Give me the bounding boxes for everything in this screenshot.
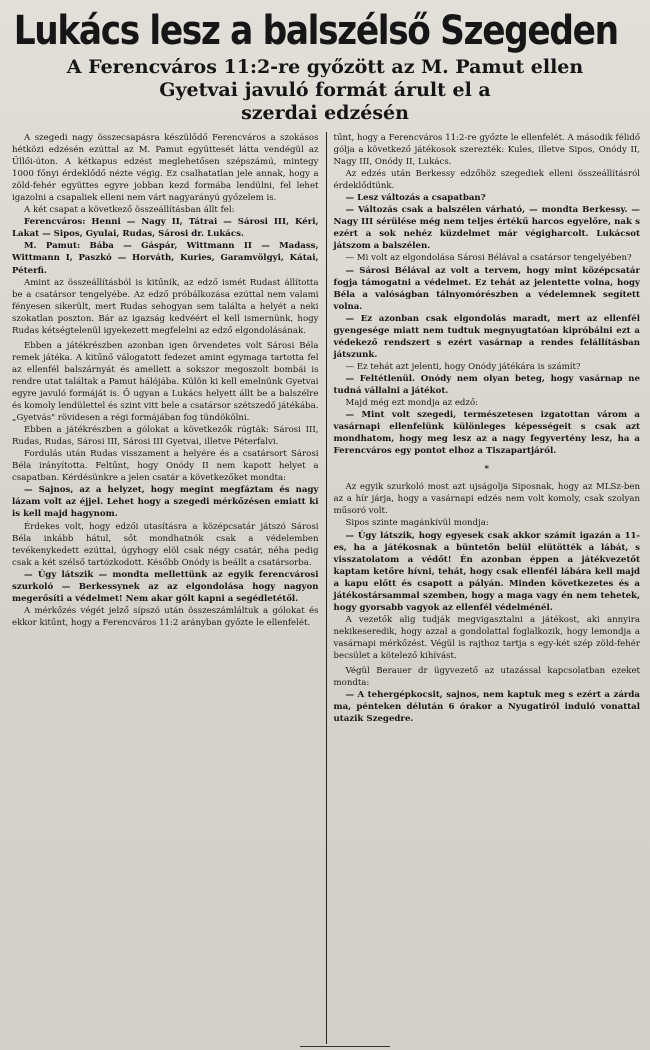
paragraph: Az egyik szurkoló most azt ujságolja Siposnak, hogy az MLSz-ben az a hír járja, hogy a vasárnapi edzés nem volt komoly, csak szolyan műsoró volt. bbox=[333, 482, 640, 517]
paragraph: — Lesz változás a csapatban? bbox=[345, 193, 486, 204]
paragraph: tűnt, hogy a Ferencváros 11:2-re győzte le ellenfelét. A második félidő gólja a következő játékosok szerezték: Kules, illetve Sipos, Onódy II, Nagy III, Onódy II, Lukács. bbox=[333, 133, 640, 168]
paragraph: Ferencváros: Henni — Nagy II, Tátrai — Sárosi III, Kéri, Lakat — Sipos, Gyulai, Rudas, Sárosi dr. Lukács. bbox=[12, 217, 319, 240]
paragraph: — Változás csak a balszélen várható, — mondta Berkessy. — Nagy III sérülése még nem teljes értékű harcos egyelőre, nak s ezért a sok nehéz küzdelmet már végigharcolt. Lukácsot játszom a balszélen. bbox=[333, 205, 640, 252]
paragraph: — Sajnos, az a helyzet, hogy megint megfáztam és nagy lázam volt az éjjel. Lehet hogy a szegedi mérkőzésen emiatt ki is kell majd hagynom. bbox=[12, 485, 319, 520]
subheadline-line: A Ferencváros 11:2-re győzött az M. Pamut ellen bbox=[66, 56, 584, 78]
paragraph: — Sárosi Bélával az volt a tervem, hogy mint középcsatár fogja támogatni a védelmet. Ez tehát az jelentette volna, hogy Béla a valóságban tálnyomórészben a védelemnek segített volna. bbox=[333, 265, 640, 312]
paragraph: A vezetők alig tudják megvigasztalni a játékost, aki annyira nekikeseredik, hogy azzal a gondolattal foglalkozik, hogy lemondja a vasárnapi mérkőzést. Végül is rajthoz tartja s egy-két szép zöld-fehér becsület a kötelező kihívást. bbox=[333, 614, 640, 661]
section-separator: * bbox=[484, 464, 489, 475]
paragraph: Ebben a játékrészben a gólokat a következők rúgták: Sárosi III, Rudas, Rudas, Sárosi III, Sárosi III Gyetvai, illetve Péterfalvi. bbox=[12, 425, 319, 448]
subheadline bbox=[12, 56, 638, 125]
article-body bbox=[12, 132, 640, 1044]
left-column bbox=[12, 132, 326, 1044]
subheadline-line: szerdai edzésén bbox=[241, 102, 409, 124]
paragraph: — Úgy látszik, hogy egyesek csak akkor számít igazán a 11-es, ha a játékosnak a büntetőn belül elütötték a lábát, s visszatolatom a védőt! Én azonban éppen a játékvezetőt kaptam ketőre hívni, tehát, hogy csak ellenfél lábára kell majd a kapu előtt és csapott a pályán. Minden következetes és a játékostársammal szemben, hogy a maga vagy én nem tehetek, hogy gyorsabb vagyok az ellenfél védelménél. bbox=[333, 530, 640, 613]
paragraph: Ebben a játékrészben azonban igen örvendetes volt Sárosi Béla remek játéka. A kitűnő válogatott fedezet amint egymaga tartotta fel az ellenfél balszárnyát és amellett a sokszor megoszolt bombái is rendre utat találtak a Pamut hálójába. Külön ki kell emelnünk Gyetvai egyre javuló formáját is. Ő ugyan a Lukács helyett állt be a balszélre és komoly lendülettel és szint vitt bele a csatársor szétszedő játékába. „Gyetvás" rövidesen a régi formájában fog tündökölni. bbox=[12, 340, 319, 424]
paragraph: Az edzés után Berkessy edzőhöz szegediek elleni összeállításról érdeklődtünk. bbox=[333, 169, 640, 192]
paragraph: Amint az összeállításból is kitűnik, az edző ismét Rudast állította be a csatársor tengelyébe. Az edző próbálkozása ezúttal nem valami fényesen sikerült, mert Rudas sehogyan sem találta a helyét a neki szokatlan poszton. Bár az igazság kedvéért el kell ismernünk, hogy Rudas kétségtelenül igyekezett megfelelni az edző elgondolásának. bbox=[12, 277, 319, 336]
paragraph: — Feltétlenül. Onódy nem olyan beteg, hogy vasárnap ne tudná vállalni a játékot. bbox=[333, 373, 640, 396]
paragraph: A két csapat a következő összeállításban állt fel: bbox=[24, 205, 235, 216]
paragraph: — Ez tehát azt jelenti, hogy Onódy játékára is számít? bbox=[345, 361, 581, 372]
paragraph: Majd még ezt mondja az edző: bbox=[345, 398, 479, 409]
paragraph: A szegedi nagy összecsapásra készülődő Ferencváros a szokásos hétközi edzésén ezúttal az M. Pamut együttesét látta vendégül az Üllői-úton. A kétkapus edzést meglehetősen szépszámú, mintegy 1000 főnyi érdeklődő nézte végig. Ez csalhatatlan jele annak, hogy a zöld-fehér együttes egyre jobban kezd formába lendülni, fel lehet igazolni a csapaliek elleni nem várt nagyarányú győzelem is. bbox=[12, 133, 319, 204]
paragraph: — Mint volt szegedi, természetesen izgatottan várom a vasárnapi ellenfelünk különleges képességeit s csak azt mondhatom, hogy meg lesz az a nagy fegyvertény lesz, ha a Ferencváros egy pontot elhoz a Tiszapartjáról. bbox=[333, 410, 640, 457]
right-column bbox=[327, 132, 641, 1044]
paragraph: Érdekes volt, hogy edzői utasításra a középcsatár játszó Sárosi Béla inkább hátul, sőt mondhatnók csak a védelemben tevékenykedett ezúttal, úgyhogy elöl csak négy csatár, néha pedig csak a két szélső tartózkodott. Később Onódy is beállt a csatársorba. bbox=[12, 521, 319, 568]
paragraph: — A tehergépkocsit, sajnos, nem kaptuk meg s ezért a zárda ma, pénteken délután 6 órakor a Nyugatiról induló vonattal utazik Szegedre. bbox=[333, 690, 640, 725]
paragraph: A mérkőzés végét jelző sípszó után összeszámláltuk a gólokat és ekkor kitűnt, hogy a Ferencváros 11:2 arányban győzte le ellenfelét. bbox=[12, 605, 319, 628]
footer-rule bbox=[300, 1046, 390, 1047]
paragraph: Sipos szinte magánkívül mondja: bbox=[345, 518, 489, 529]
paragraph: Végül Berauer dr ügyvezető az utazással kapcsolatban ezeket mondta: bbox=[333, 666, 640, 689]
subheadline-line: Gyetvai javuló formát árult el a bbox=[159, 79, 491, 101]
paragraph: Fordulás után Rudas visszament a helyére és a csatársort Sárosi Béla irányította. Feltűnt, hogy Onódy II nem kapott helyet a csapatban. Kérdésünkre a jelen csatár a következőket mondta: bbox=[12, 449, 319, 484]
headline: Lukács lesz a balszélső Szegeden bbox=[13, 8, 618, 54]
paragraph: — Úgy látszik — mondta mellettünk az egyik ferencvárosi szurkoló — Berkessynek az az elgondolása hogy nagyon megerősíti a védelmet! Nem akar gólt kapni a segédletétől. bbox=[12, 569, 319, 604]
paragraph: — Ez azonban csak elgondolás maradt, mert az ellenfél gyengesége miatt nem tudtuk megnyugtatóan kipróbálni ezt a védekező rendszert s ezért vasárnap a rendes felállításban játszunk. bbox=[333, 313, 640, 360]
paragraph: M. Pamut: Bába — Gáspár, Wittmann II — Madass, Wittmann I, Paszkó — Horváth, Kuries, Garamvölgyi, Kátai, Péterfi. bbox=[12, 241, 319, 276]
paragraph: — Mi volt az elgondolása Sárosi Bélával a csatársor tengelyében? bbox=[345, 253, 632, 264]
